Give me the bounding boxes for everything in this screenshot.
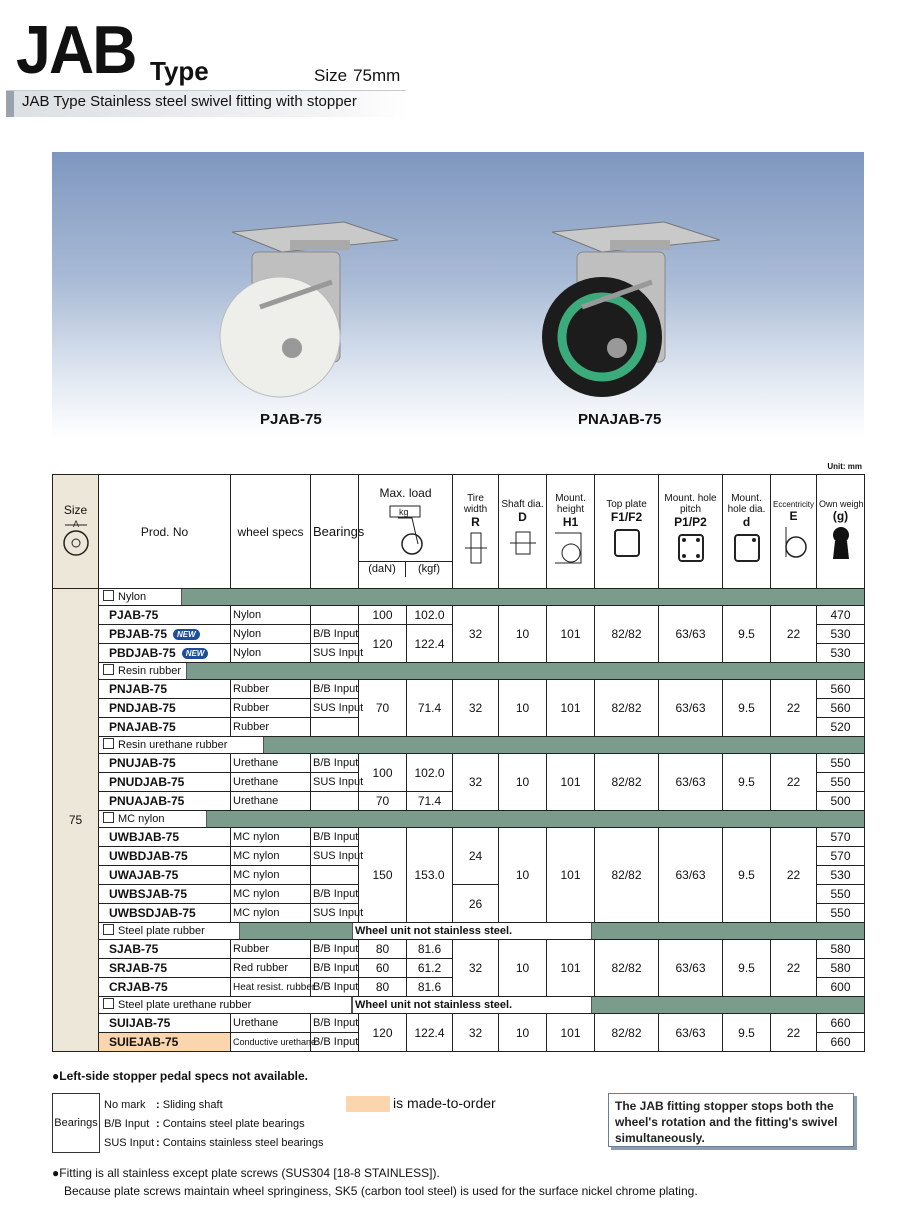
load-dan: 70: [359, 792, 407, 811]
shaft-label: Shaft dia.: [501, 498, 544, 510]
checkbox-icon: [103, 738, 114, 749]
unit-label: Unit: mm: [827, 462, 862, 471]
weight: 580: [817, 959, 865, 978]
legend-line: SUS Input : Contains stainless steel bearings: [104, 1134, 324, 1153]
spec-table: [52, 474, 865, 1052]
tire-width: 32: [453, 940, 499, 997]
hole-pitch-header: [659, 475, 723, 589]
wheel-spec: Rubber: [231, 940, 311, 959]
prod-no: PBDJAB-75: [109, 646, 176, 660]
hole-dia: 9.5: [723, 680, 771, 737]
weight: 570: [817, 847, 865, 866]
weight: 520: [817, 718, 865, 737]
pnajab-caster-image: [542, 222, 720, 397]
prod-no: PJAB-75: [99, 606, 231, 625]
bearing: SUS Input: [311, 699, 359, 718]
category-steel-plate-rubber: [99, 923, 865, 940]
hole-dia-diagram-icon: [729, 529, 765, 567]
bearing: [311, 718, 359, 737]
weight: 660: [817, 1014, 865, 1033]
prod-no: SRJAB-75: [99, 959, 231, 978]
category-label: MC nylon: [118, 813, 165, 825]
wheel-spec: MC nylon: [231, 885, 311, 904]
legend-value: Sliding shaft: [162, 1099, 223, 1111]
table-row: [53, 940, 865, 959]
ecc-e-label: E: [789, 508, 798, 523]
shaft-dia: 10: [499, 606, 547, 663]
wheel-specs-header: wheel specs: [231, 475, 311, 589]
weight: 550: [817, 904, 865, 923]
prod-no: PNJAB-75: [99, 680, 231, 699]
legend-value: Contains stainless steel bearings: [162, 1137, 324, 1149]
mount-height: 101: [547, 828, 595, 923]
category-mc-nylon: [99, 811, 865, 828]
category-label: Nylon: [118, 591, 147, 603]
hole-p-label: P1/P2: [674, 515, 707, 529]
tire-width: 24: [453, 828, 499, 885]
hole-pitch: 63/63: [659, 754, 723, 811]
wheel-spec: MC nylon: [231, 904, 311, 923]
category-row: [53, 811, 865, 828]
bearing: SUS Input: [311, 644, 359, 663]
load-kgf: 102.0: [407, 754, 453, 792]
table-row: [53, 828, 865, 847]
table-row: [53, 1014, 865, 1033]
weight: 570: [817, 828, 865, 847]
category-label: Resin rubber: [118, 665, 181, 677]
prod-no: SJAB-75: [99, 940, 231, 959]
table-row: [53, 754, 865, 773]
load-diagram-icon: [376, 504, 436, 558]
hole-dia-label: Mount. hole dia.: [727, 493, 766, 515]
category-row: [53, 923, 865, 940]
tire-width: 32: [453, 1014, 499, 1052]
eccentricity: 22: [771, 754, 817, 811]
hole-d-label: d: [742, 515, 751, 529]
bearing: [311, 606, 359, 625]
legend-value: Contains steel plate bearings: [162, 1118, 305, 1130]
load-kgf: 81.6: [407, 978, 453, 997]
eccentricity-diagram-icon: [776, 523, 812, 561]
eccentricity-label: Eccentricity: [773, 499, 814, 509]
height-diagram-icon: [551, 529, 591, 567]
tire-width-label: Tire width: [463, 493, 488, 515]
wheel-spec: MC nylon: [231, 847, 311, 866]
category-row: [53, 737, 865, 754]
hole-dia: 9.5: [723, 754, 771, 811]
top-plate: 82/82: [595, 754, 659, 811]
prod-no-cell: [99, 625, 231, 644]
hole-pitch: 63/63: [659, 828, 723, 923]
hole-pitch-diagram-icon: [673, 529, 709, 567]
mount-height-header: [547, 475, 595, 589]
shaft-dia: 10: [499, 1014, 547, 1052]
category-nylon: [99, 589, 865, 606]
eccentricity: 22: [771, 606, 817, 663]
tire-width: 26: [453, 885, 499, 923]
category-row: [53, 589, 865, 606]
shaft-dia: 10: [499, 754, 547, 811]
wheel-spec: Rubber: [231, 699, 311, 718]
size-header: [53, 475, 99, 589]
fitting-note-1: ●Fitting is all stainless except plate screws (SUS304 [18-8 STAINLESS]).: [52, 1166, 440, 1180]
load-dan: 150: [359, 828, 407, 923]
load-kgf: 102.0: [407, 606, 453, 625]
category-note: Wheel unit not stainless steel.: [352, 923, 592, 939]
shaft-diagram-icon: [508, 524, 538, 562]
mount-height: 101: [547, 1014, 595, 1052]
category-label: Resin urethane rubber: [118, 739, 228, 751]
load-kg-label: kg: [398, 507, 409, 517]
dan-label: (daN): [359, 562, 406, 577]
load-dan: 80: [359, 940, 407, 959]
tire-width: 32: [453, 680, 499, 737]
prod-no: UWBSDJAB-75: [99, 904, 231, 923]
load-dan: 60: [359, 959, 407, 978]
weight: 550: [817, 773, 865, 792]
prod-no: PNUJAB-75: [99, 754, 231, 773]
eccentricity: 22: [771, 680, 817, 737]
hole-pitch: 63/63: [659, 680, 723, 737]
bearing: [311, 792, 359, 811]
caster-illustrations: [52, 152, 864, 438]
wheel-spec: Conductive urethane: [231, 1033, 311, 1052]
prod-no: PNAJAB-75: [99, 718, 231, 737]
category-note: Wheel unit not stainless steel.: [352, 997, 592, 1013]
size-diagram-icon: [59, 517, 93, 557]
load-kgf: 122.4: [407, 625, 453, 663]
type-title: Type: [150, 56, 209, 86]
checkbox-icon: [103, 590, 114, 601]
shaft-dia: 10: [499, 828, 547, 923]
checkbox-icon: [103, 998, 114, 1009]
bearing: B/B Input: [311, 940, 359, 959]
size-value: 75mm: [353, 66, 401, 85]
bearing: SUS Input: [311, 904, 359, 923]
mount-height: 101: [547, 680, 595, 737]
svg-text:A: A: [72, 519, 79, 529]
shaft-dia: 10: [499, 940, 547, 997]
weight: 660: [817, 1033, 865, 1052]
category-steel-plate-urethane: [99, 997, 865, 1014]
wheel-spec: Red rubber: [231, 959, 311, 978]
new-badge: NEW: [182, 648, 209, 659]
hole-pitch: 63/63: [659, 940, 723, 997]
table-row: [53, 680, 865, 699]
wheel-spec: Nylon: [231, 644, 311, 663]
top-f-label: F1/F2: [610, 509, 643, 524]
category-row: [53, 663, 865, 680]
prod-no: UWBJAB-75: [99, 828, 231, 847]
load-kgf: 81.6: [407, 940, 453, 959]
hole-dia-header: [723, 475, 771, 589]
prod-no: UWBSJAB-75: [99, 885, 231, 904]
mount-h1-label: H1: [562, 515, 579, 529]
wheel-spec: Nylon: [231, 606, 311, 625]
weight-label: Own weigh: [819, 499, 864, 509]
product-photo-banner: [52, 152, 864, 438]
prod-no: PNUDJAB-75: [99, 773, 231, 792]
prod-no: UWAJAB-75: [99, 866, 231, 885]
top-plate-label: Top plate: [606, 498, 647, 510]
bearing: B/B Input: [311, 978, 359, 997]
wheel-spec: MC nylon: [231, 828, 311, 847]
header-row: [53, 475, 865, 589]
legend-line: No mark : Sliding shaft: [104, 1096, 324, 1115]
pjab-caster-image: [220, 222, 398, 397]
wheel-spec: Rubber: [231, 718, 311, 737]
max-load-header: [359, 475, 453, 589]
wheel-spec: Rubber: [231, 680, 311, 699]
hole-dia: 9.5: [723, 1014, 771, 1052]
category-label: Steel plate urethane rubber: [118, 999, 252, 1011]
fitting-note-2: Because plate screws maintain wheel springiness, SK5 (carbon tool steel) is used for the surface nickel chrome plating.: [64, 1184, 698, 1198]
wheel-spec: MC nylon: [231, 866, 311, 885]
legend-key: No mark: [104, 1099, 146, 1111]
checkbox-icon: [103, 812, 114, 823]
top-plate: 82/82: [595, 1014, 659, 1052]
weight: 560: [817, 680, 865, 699]
brand-title: JAB: [16, 12, 136, 88]
max-load-label: Max. load: [379, 486, 432, 500]
wheel-spec: Urethane: [231, 1014, 311, 1033]
load-kgf: 122.4: [407, 1014, 453, 1052]
load-dan: 100: [359, 754, 407, 792]
category-row: [53, 997, 865, 1014]
weight: 500: [817, 792, 865, 811]
weight: 550: [817, 885, 865, 904]
top-plate: 82/82: [595, 606, 659, 663]
weight: 530: [817, 644, 865, 663]
tire-width-header: [453, 475, 499, 589]
weight-diagram-icon: [826, 523, 856, 561]
wheel-spec: Urethane: [231, 754, 311, 773]
bearing: SUS Input: [311, 847, 359, 866]
bearing: B/B Input: [311, 680, 359, 699]
eccentricity: 22: [771, 1014, 817, 1052]
load-kgf: 61.2: [407, 959, 453, 978]
bearing: [311, 866, 359, 885]
size-label-text: Size: [314, 66, 348, 85]
weight: 550: [817, 754, 865, 773]
new-badge: NEW: [173, 629, 200, 640]
prod-no: CRJAB-75: [99, 978, 231, 997]
tire-width: 32: [453, 754, 499, 811]
prod-no: UWBDJAB-75: [99, 847, 231, 866]
bearing: SUS Input: [311, 773, 359, 792]
shaft-d-label: D: [518, 509, 527, 524]
weight: 600: [817, 978, 865, 997]
hole-dia: 9.5: [723, 828, 771, 923]
hole-pitch: 63/63: [659, 1014, 723, 1052]
bearing: B/B Input: [311, 885, 359, 904]
prod-no-header: Prod. No: [99, 475, 231, 589]
mount-height-label: Mount. height: [555, 493, 586, 515]
weight: 530: [817, 625, 865, 644]
top-plate: 82/82: [595, 940, 659, 997]
legend-key: SUS Input: [104, 1137, 155, 1149]
bearing: B/B Input: [311, 754, 359, 773]
table-row: [53, 606, 865, 625]
shaft-dia: 10: [499, 680, 547, 737]
size-label: [314, 66, 400, 86]
bearing: B/B Input: [311, 1014, 359, 1033]
eccentricity: 22: [771, 940, 817, 997]
load-dan: 70: [359, 680, 407, 737]
legend-line: B/B Input : Contains steel plate bearings: [104, 1115, 324, 1134]
bearings-header: Bearings: [311, 475, 359, 589]
wheel-spec: Nylon: [231, 625, 311, 644]
prod-no: PBJAB-75: [109, 627, 168, 641]
top-plate: 82/82: [595, 828, 659, 923]
load-dan: 80: [359, 978, 407, 997]
photo-caption-left: PJAB-75: [260, 411, 322, 428]
legend-key: B/B Input: [104, 1118, 150, 1130]
category-resin-rubber: [99, 663, 865, 680]
top-plate-header: [595, 475, 659, 589]
stopper-note: ●Left-side stopper pedal specs not available.: [52, 1069, 308, 1083]
weight-header: [817, 475, 865, 589]
category-resin-urethane: [99, 737, 865, 754]
hole-pitch-label: Mount. hole pitch: [664, 493, 717, 515]
weight: 560: [817, 699, 865, 718]
prod-no: PNDJAB-75: [99, 699, 231, 718]
size-value-cell: 75: [53, 589, 99, 1052]
bearings-legend-title: Bearings: [52, 1093, 100, 1153]
top-plate: 82/82: [595, 680, 659, 737]
bearing: B/B Input: [311, 828, 359, 847]
size-header-label: Size: [63, 503, 88, 517]
category-label: Steel plate rubber: [118, 925, 205, 937]
subtitle-accent: [6, 91, 14, 117]
bearing: B/B Input: [311, 625, 359, 644]
bearing: B/B Input: [311, 1033, 359, 1052]
tire-r-label: R: [471, 515, 480, 529]
tire-width: 32: [453, 606, 499, 663]
stopper-info-box: The JAB fitting stopper stops both the wheel's rotation and the fitting's swivel simultaneously.: [608, 1093, 854, 1147]
made-to-order-swatch: [346, 1096, 390, 1112]
weight: 470: [817, 606, 865, 625]
wheel-spec: Heat resist. rubber: [231, 978, 311, 997]
made-to-order-label: is made-to-order: [393, 1095, 496, 1111]
shaft-header: [499, 475, 547, 589]
load-kgf: 153.0: [407, 828, 453, 923]
wheel-spec: Urethane: [231, 792, 311, 811]
hole-dia: 9.5: [723, 606, 771, 663]
eccentricity: 22: [771, 828, 817, 923]
checkbox-icon: [103, 664, 114, 675]
prod-no-cell: [99, 644, 231, 663]
hole-pitch: 63/63: [659, 606, 723, 663]
hole-dia: 9.5: [723, 940, 771, 997]
load-dan: 100: [359, 606, 407, 625]
weight: 580: [817, 940, 865, 959]
load-kgf: 71.4: [407, 792, 453, 811]
mount-height: 101: [547, 940, 595, 997]
prod-no: SUIEJAB-75: [99, 1033, 231, 1052]
subtitle: JAB Type Stainless steel swivel fitting with stopper: [22, 93, 357, 110]
load-kgf: 71.4: [407, 680, 453, 737]
weight: 530: [817, 866, 865, 885]
mount-height: 101: [547, 754, 595, 811]
wheel-spec: Urethane: [231, 773, 311, 792]
top-plate-diagram-icon: [609, 524, 645, 562]
load-dan: 120: [359, 625, 407, 663]
eccentricity-header: [771, 475, 817, 589]
load-dan: 120: [359, 1014, 407, 1052]
kgf-label: (kgf): [418, 563, 440, 575]
photo-caption-right: PNAJAB-75: [578, 411, 662, 428]
prod-no: PNUAJAB-75: [99, 792, 231, 811]
mount-height: 101: [547, 606, 595, 663]
weight-g-label: (g): [832, 509, 849, 523]
bearings-legend: [104, 1096, 324, 1153]
tire-diagram-icon: [461, 529, 491, 567]
prod-no: SUIJAB-75: [99, 1014, 231, 1033]
checkbox-icon: [103, 924, 114, 935]
bearing: B/B Input: [311, 959, 359, 978]
